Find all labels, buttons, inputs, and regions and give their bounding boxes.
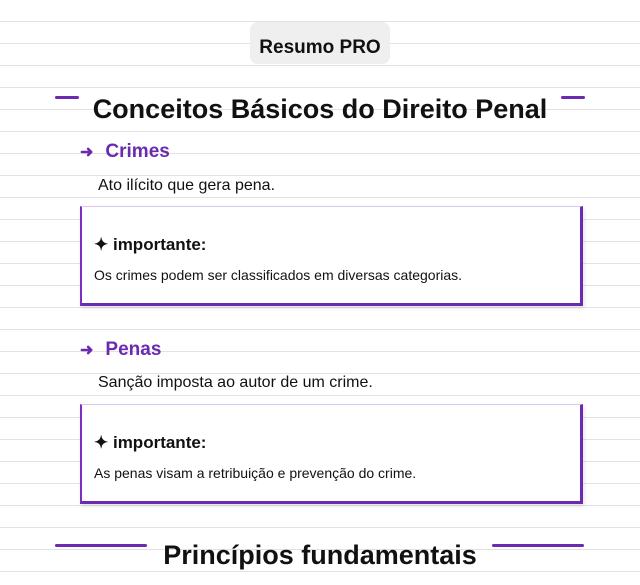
arrow-right-icon: ➜ <box>80 342 94 359</box>
important-box-crimes <box>80 206 583 306</box>
title-dash-right <box>561 96 585 99</box>
arrow-right-icon: ➜ <box>80 144 94 161</box>
important-box-title: ✦ importante: <box>94 235 207 254</box>
important-box-title: ✦ importante: <box>94 433 207 452</box>
next-title-dash-right <box>492 544 584 547</box>
section-heading-label: Crimes <box>105 141 170 162</box>
resumo-pro-tag: Resumo PRO <box>250 22 390 64</box>
important-box-text: Os crimes podem ser classificados em diversas categorias. <box>94 267 463 283</box>
section-heading-crimes <box>80 141 170 163</box>
page-title: Conceitos Básicos do Direito Penal <box>92 94 548 124</box>
important-box-penas <box>80 404 583 504</box>
section-heading-penas <box>80 339 161 361</box>
important-box-text: As penas visam a retribuição e prevenção do crime. <box>94 465 417 481</box>
section-text-crimes: Ato ilícito que gera pena. <box>98 177 276 194</box>
next-section-title: Princípios fundamentais <box>163 540 477 570</box>
section-heading-label: Penas <box>105 339 162 360</box>
section-text-penas: Sanção imposta ao autor de um crime. <box>98 374 373 391</box>
